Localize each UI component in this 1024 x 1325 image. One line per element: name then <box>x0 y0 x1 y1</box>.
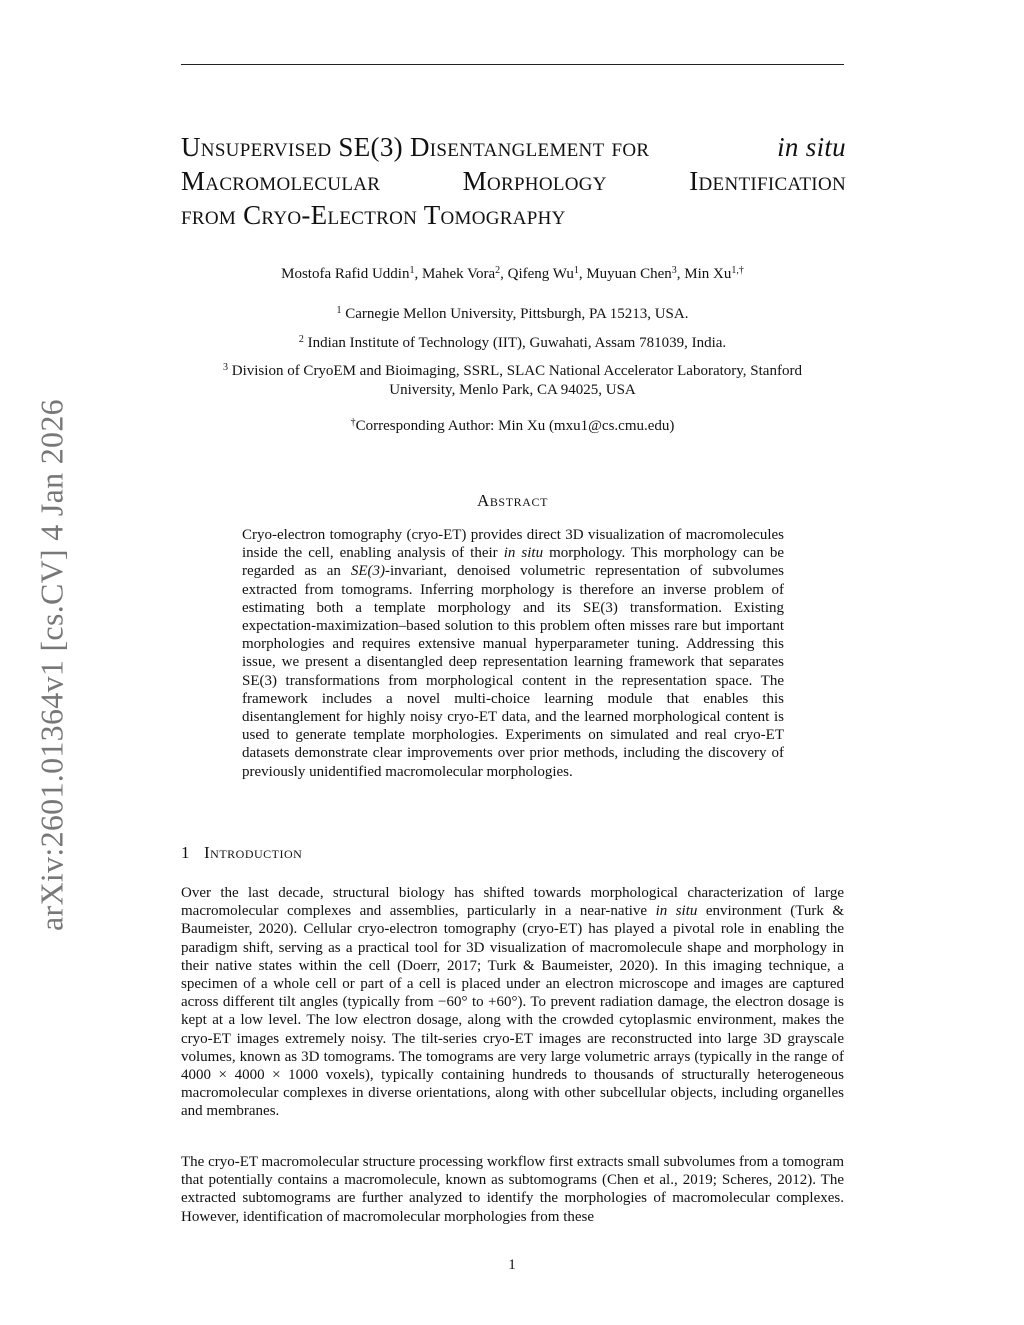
section-heading: 1 Introduction <box>181 843 303 862</box>
title-line-1: Unsupervised SE(3) Disentanglement for in situ <box>181 132 846 162</box>
title-line-3: from Cryo-Electron Tomography <box>181 200 566 230</box>
abstract-heading: Abstract <box>476 491 549 510</box>
page-number: 1 <box>508 1257 516 1273</box>
author-list: Mostofa Rafid Uddin$^1$, Mahek Vora$^2$, Qifeng Wu$^1$, Muyuan Chen$^3$, Min $Xu^{1,\dagger}$ <box>281 265 744 282</box>
intro-paragraph-2: The cryo-ET macromolecular structure processing workflow first extracts small subvolumes from a tomogram that potentially contains a macromolecule, known as subtomograms (Chen et al., 2019; Scheres, 2012). The extracted subtomograms are further analyzed to identify the morphologies of macromolecular complexes. However, identification of macromolecular morphologies from these <box>181 1154 844 1225</box>
corresponding-author: †Corresponding Author: Min Xu (mxu1@cs.cmu.edu) <box>350 417 675 434</box>
arxiv-stamp: arXiv:2601.01364v1 [cs.CV] 4 Jan 2026 <box>33 399 70 931</box>
affiliation-1: $^1$ Carnegie Mellon University, Pittsburgh, PA 15213, USA. <box>336 305 689 322</box>
affiliation-2: $^2$ Indian Institute of Technology (IIT), Guwahati, Assam 781039, India. <box>298 334 727 351</box>
top-rule <box>181 64 844 65</box>
paper-title <box>181 130 846 232</box>
affiliation-3: $^3$ Division of CryoEM and Bioimaging, SSRL, SLAC National Accelerator Laboratory, Stanford University, Menlo Park, CA 94025, USA <box>223 362 802 398</box>
title-line-2: Macromolecular Morphology Identification <box>181 166 846 196</box>
intro-paragraph-1: Over the last decade, structural biology has shifted towards morphological characterization of large macromolecular complexes and assemblies, particularly in a near-native in situ environment (Turk & Baumeister, 2020). Cellular cryo-electron tomography (cryo-ET) has played a pivotal role in enabling the paradigm shift, serving as a practical tool for 3D visualization of macromolecule shape and morphology in their native states within the cell (Doerr, 2017; Turk & Baumeister, 2020). In this imaging technique, a specimen of a whole cell or part of a cell is placed under an electron microscope and images are captured across different tilt angles (typically from −60° to +60°). To prevent radiation damage, the electron dosage is kept at a low level. The low electron dosage, along with the crowded cytoplasmic environment, makes the cryo-ET images extremely noisy. The tilt-series cryo-ET images are reconstructed into large 3D grayscale volumes, known as 3D tomograms. The tomograms are very large volumetric arrays (typically in the range of 4000 × 4000 × 1000 voxels), typically containing hundreds to thousands of structurally heterogeneous macromolecular complexes in diverse orientations, along with other subcellular objects, including organelles and membranes. <box>181 885 844 1120</box>
abstract-body: Cryo-electron tomography (cryo-ET) provides direct 3D visualization of macromolecules inside the cell, enabling analysis of their in situ morphology. This morphology can be regarded as an SE(3)-invariant, denoised volumetric representation of subvolumes extracted from tomograms. Inferring morphology is therefore an inverse problem of estimating both a template morphology and its SE(3) transformation. Existing expectation-maximization–based solution to this problem often misses rare but important morphologies and requires extensive manual hyperparameter tuning. Addressing this issue, we present a disentangled deep representation learning framework that separates SE(3) transformations from morphological content in the representation space. The framework includes a novel multi-choice learning module that enables this disentanglement for highly noisy cryo-ET data, and the learned morphological content is used to generate template morphologies. Experiments on simulated and real cryo-ET datasets demonstrate clear improvements over prior methods, including the discovery of previously unidentified macromolecular morphologies. <box>242 527 785 780</box>
